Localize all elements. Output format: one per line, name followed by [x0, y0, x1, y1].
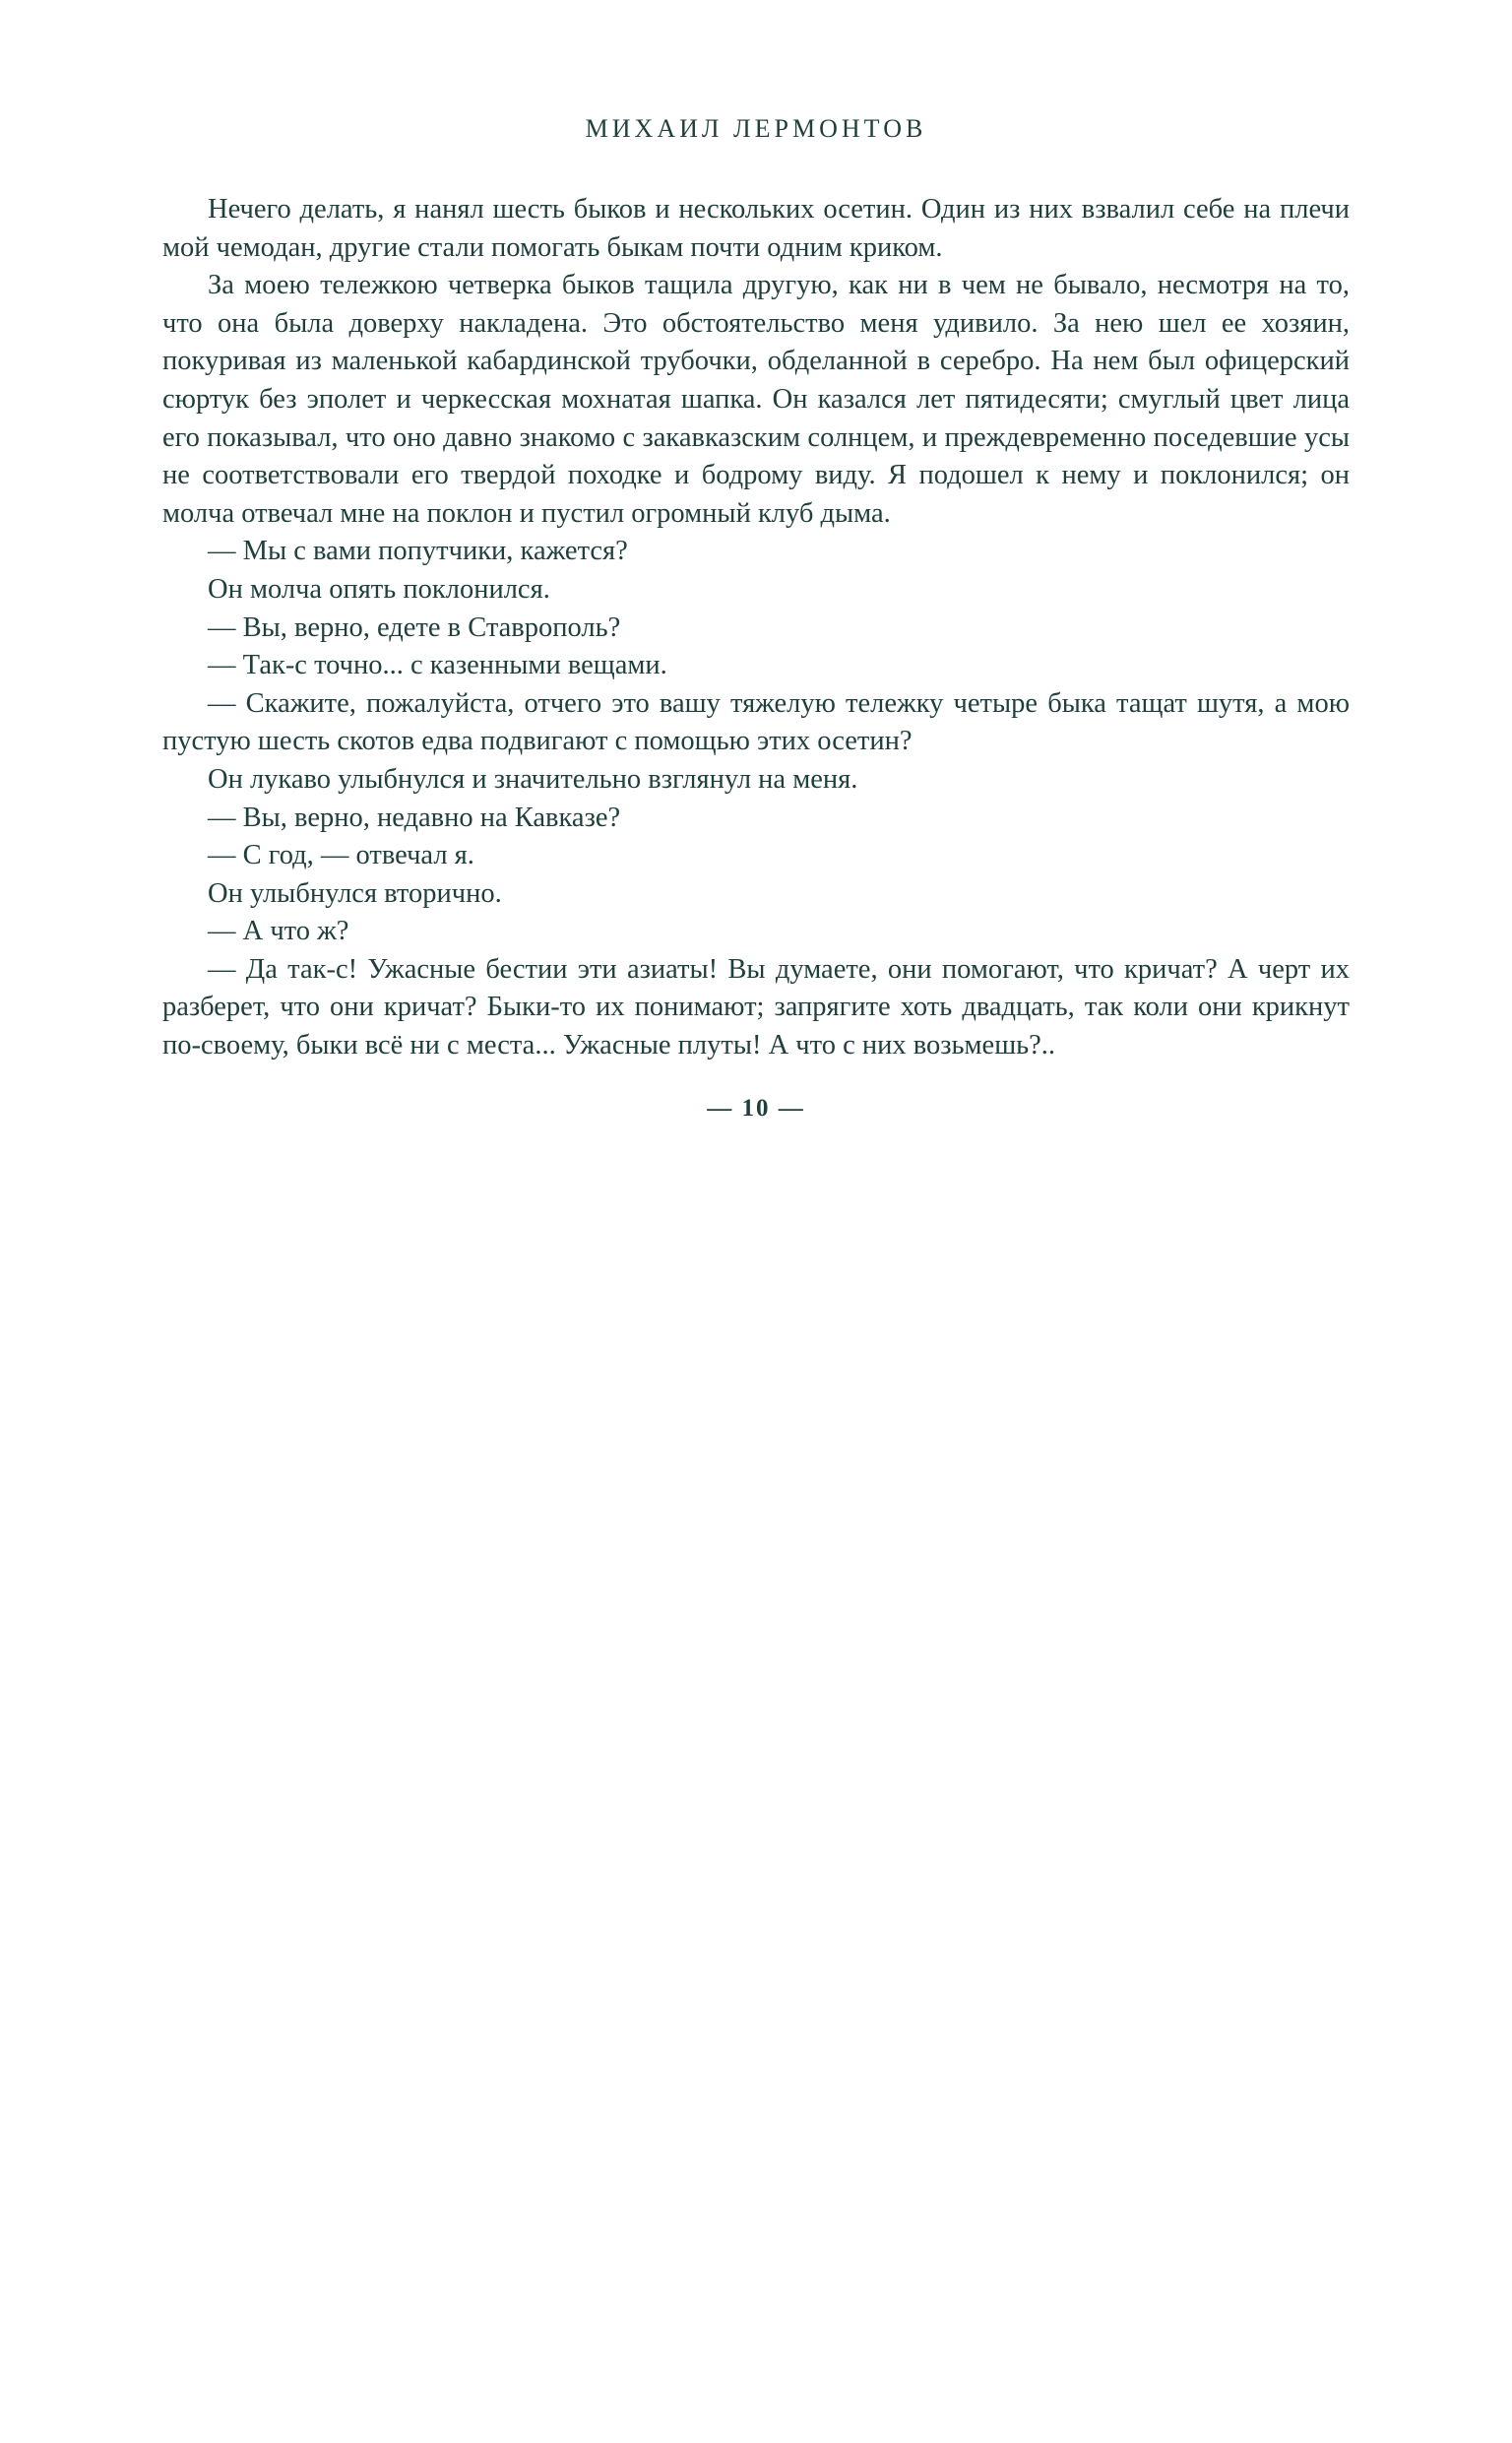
- page-body-text: [162, 191, 1350, 1065]
- page-number: — 10 —: [707, 1094, 805, 1122]
- dialogue-paragraph: — Вы, верно, недавно на Кавказе?: [208, 802, 621, 833]
- paragraph: Он лукаво улыбнулся и значительно взглянул на меня.: [208, 763, 858, 795]
- dialogue-paragraph: — Так-с точно... с казенными вещами.: [208, 650, 667, 681]
- paragraph: За моею тележкою четверка быков тащила другую, как ни в чем не бывало, несмотря на то, что она была доверху накладена. Это обстоятельство меня удивило. За нею шел ее хозяин, покуривая из маленькой кабардинской трубочки, обделанной в серебро. На нем был офицерский сюртук без эполет и черкесская мохнатая шапка. Он казался лет пятидесяти; смуглый цвет лица его показывал, что оно давно знакомо с закавказским солнцем, и преждевременно поседевшие усы не соответствовали его твердой походке и бодрому виду. Я подошел к нему и поклонился; он молча отвечал мне на поклон и пустил огромный клуб дыма.: [162, 270, 1350, 529]
- paragraph: Он улыбнулся вторично.: [208, 877, 502, 909]
- dialogue-paragraph: — Вы, верно, едете в Ставрополь?: [208, 611, 621, 643]
- dialogue-paragraph: — С год, — отвечал я.: [208, 840, 474, 871]
- dialogue-paragraph: — Да так-с! Ужасные бестии эти азиаты! Вы думаете, они помогают, что кричат? А черт их разберет, что они кричат? Быки-то их понимают; запрягите хоть двадцать, так коли они крикнут по-своему, быки всё ни с места... Ужасные плуты! А что с них возьмешь?..: [162, 953, 1350, 1061]
- dialogue-paragraph: — А что ж?: [208, 916, 349, 947]
- dialogue-paragraph: — Мы с вами попутчики, кажется?: [208, 536, 628, 567]
- paragraph: Он молча опять поклонился.: [208, 573, 550, 605]
- dialogue-paragraph: — Скажите, пожалуйста, отчего это вашу тяжелую тележку четыре быка тащат шутя, а мою пустую шесть скотов едва подвигают с помощью этих осетин?: [162, 687, 1350, 757]
- book-page: [162, 0, 1350, 1123]
- paragraph: Нечего делать, я нанял шесть быков и нескольких осетин. Один из них взвалил себе на плечи мой чемодан, другие стали помогать быкам почти одним криком.: [162, 194, 1350, 263]
- running-header-author: МИХАИЛ ЛЕРМОНТОВ: [585, 114, 927, 143]
